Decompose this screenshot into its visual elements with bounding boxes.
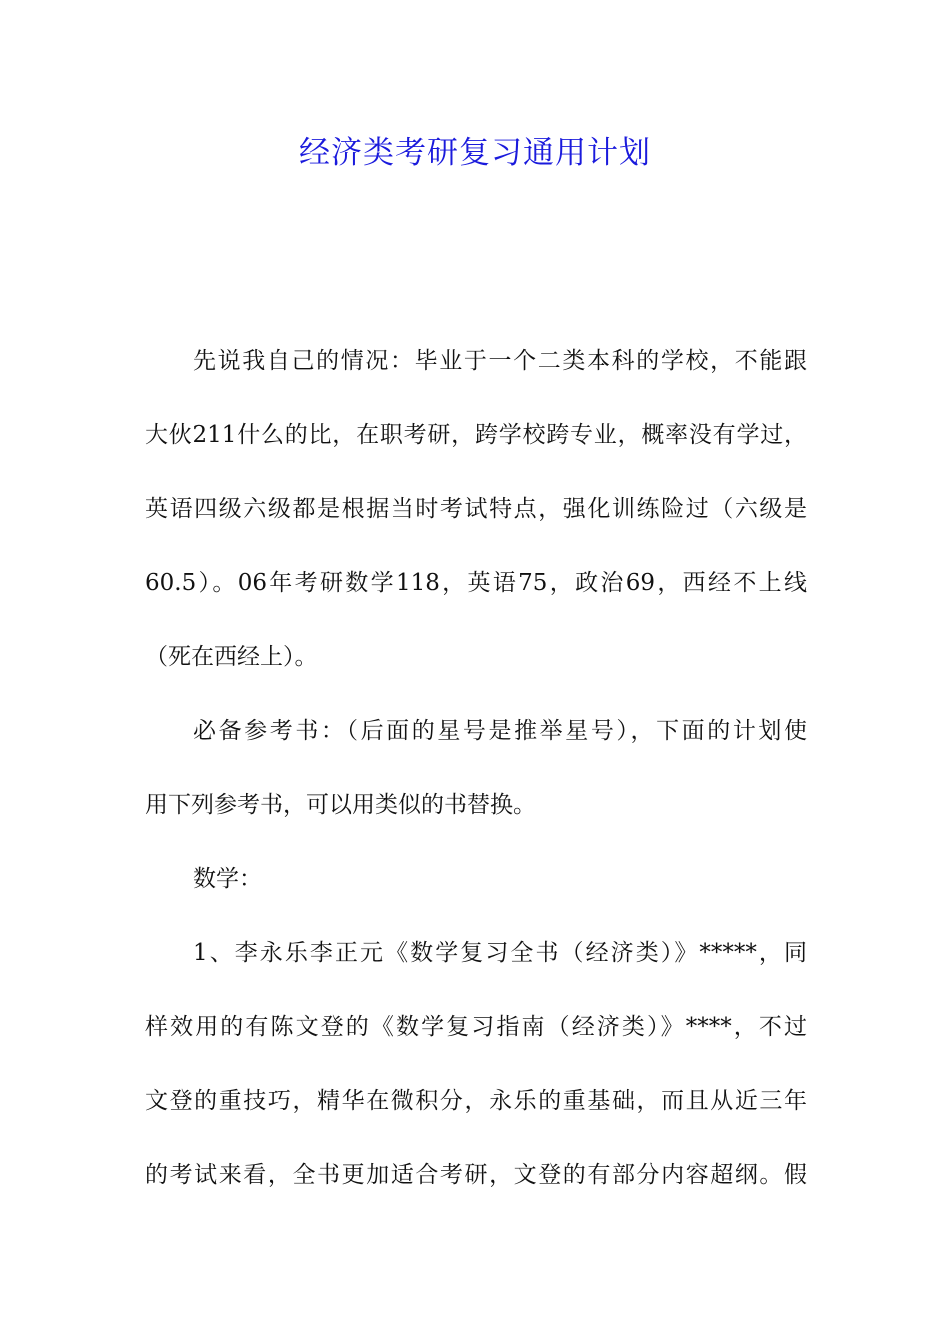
section-heading: 数学： (193, 866, 262, 892)
document-title: 经济类考研复习通用计划 (299, 135, 651, 171)
paragraph-line: 60.5）。06年考研数学118，英语75，政治69，西经不上线 (145, 570, 807, 596)
paragraph-line: 大伙211什么的比，在职考研，跨学校跨专业，概率没有学过， (145, 422, 807, 448)
paragraph-line: 先说我自己的情况：毕业于一个二类本科的学校，不能跟 (193, 348, 807, 374)
paragraph-line: 用下列参考书，可以用类似的书替换。 (145, 792, 536, 818)
paragraph-line: 的考试来看，全书更加适合考研，文登的有部分内容超纲。假 (145, 1162, 807, 1188)
paragraph-line: 1、李永乐李正元《数学复习全书（经济类）》*****，同 (193, 940, 807, 966)
paragraph-line: 必备参考书：（后面的星号是推举星号），下面的计划使 (193, 718, 807, 744)
document-body (145, 324, 807, 1212)
paragraph-line: 英语四级六级都是根据当时考试特点，强化训练险过（六级是 (145, 496, 807, 522)
paragraph-line: 样效用的有陈文登的《数学复习指南（经济类）》****，不过 (145, 1014, 807, 1040)
paragraph-line: （死在西经上）。 (145, 644, 318, 670)
paragraph-line: 文登的重技巧，精华在微积分，永乐的重基础，而且从近三年 (145, 1088, 807, 1114)
